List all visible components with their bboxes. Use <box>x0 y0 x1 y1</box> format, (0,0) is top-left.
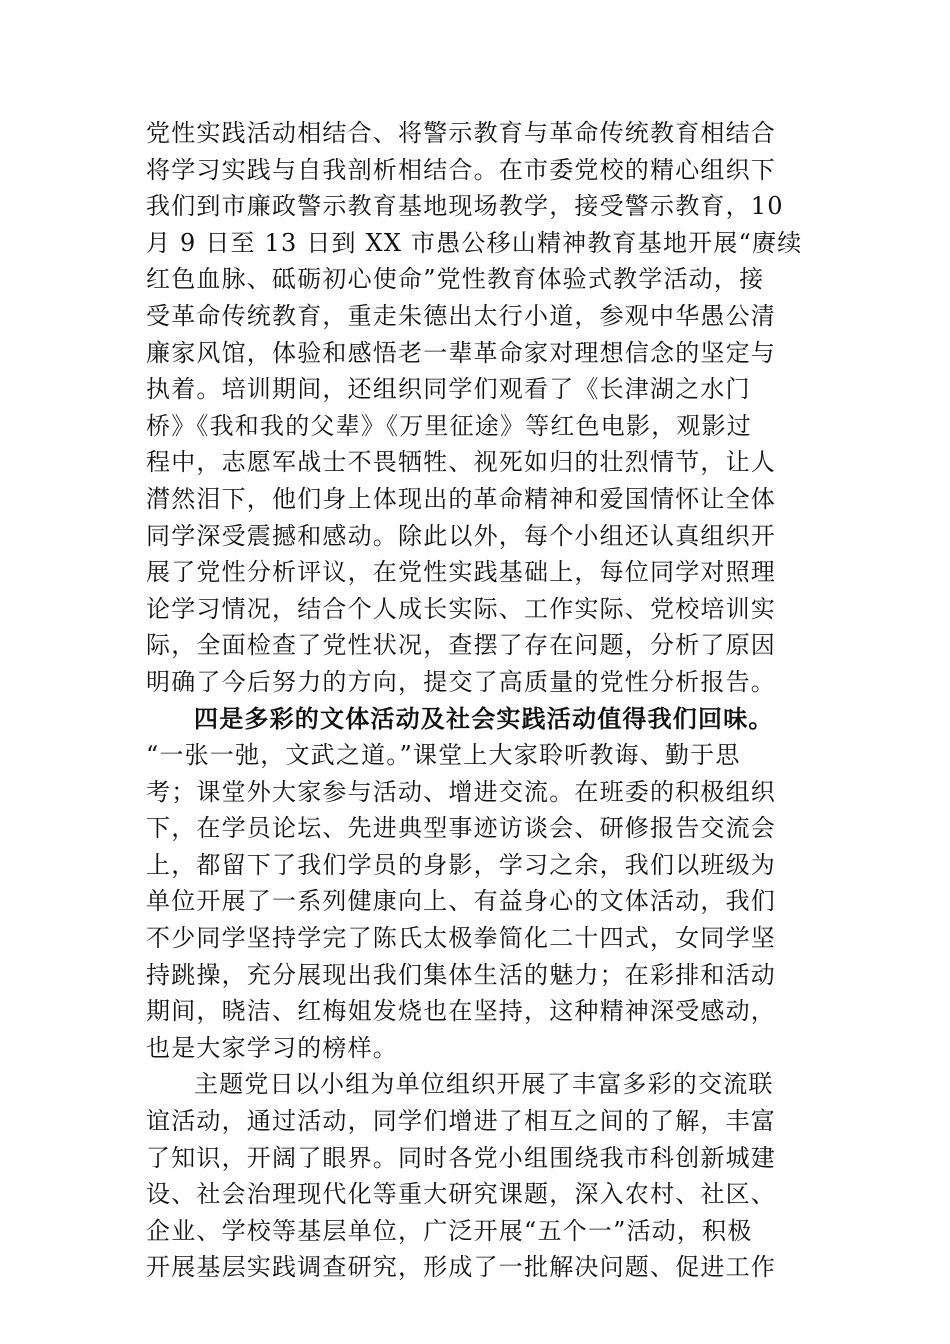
text-line: 程中，志愿军战士不畏牺牲、视死如归的壮烈情节，让人 <box>146 448 776 477</box>
text-line: 上，都留下了我们学员的身影，学习之余，我们以班级为 <box>146 850 776 879</box>
text-line: 不少同学坚持学完了陈氏太极拳简化二十四式，女同学坚 <box>146 924 776 953</box>
text-line: 考；课堂外大家参与活动、增进交流。在班委的积极组织 <box>146 777 776 806</box>
text-line: 我们到市廉政警示教育基地现场教学，接受警示教育，10 <box>146 192 784 221</box>
section-heading-line: 四是多彩的文体活动及社会实践活动值得我们回味。 <box>194 703 774 733</box>
text-line: 明确了今后努力的方向，提交了高质量的党性分析报告。 <box>146 667 776 696</box>
text-line: 开展基层实践调查研究，形成了一批解决问题、促进工作 <box>146 1253 776 1282</box>
text-line: 同学深受震撼和感动。除此以外，每个小组还认真组织开 <box>146 521 776 550</box>
document-body-text <box>146 115 814 1286</box>
text-line: 潸然泪下，他们身上体现出的革命精神和爱国情怀让全体 <box>146 484 776 513</box>
text-line: 受革命传统教育，重走朱德出太行小道，参观中华愚公清 <box>146 301 776 330</box>
text-line: 桥》《我和我的父辈》《万里征途》等红色电影，观影过 <box>146 411 752 440</box>
text-line: 执着。培训期间，还组织同学们观看了《长津湖之水门 <box>146 375 751 404</box>
text-line: 也是大家学习的榜样。 <box>146 1033 398 1062</box>
text-line: 单位开展了一系列健康向上、有益身心的文体活动，我们 <box>146 887 776 916</box>
text-line: 红色血脉、砥砺初心使命”党性教育体验式教学活动，接 <box>146 265 765 294</box>
text-line: 廉家风馆，体验和感悟老一辈革命家对理想信念的坚定与 <box>146 338 776 367</box>
text-line: 际，全面检查了党性状况，查摆了存在问题，分析了原因 <box>146 631 776 660</box>
text-line: 党性实践活动相结合、将警示教育与革命传统教育相结合 <box>146 119 776 147</box>
text-line: 主题党日以小组为单位组织开展了丰富多彩的交流联 <box>194 1070 774 1099</box>
text-line: 谊活动，通过活动，同学们增进了相互之间的了解，丰富 <box>146 1107 776 1136</box>
text-line: 期间，晓洁、红梅姐发烧也在坚持，这种精神深受感动， <box>146 997 776 1026</box>
text-line: 论学习情况，结合个人成长实际、工作实际、党校培训实 <box>146 594 776 623</box>
text-line: 了知识，开阔了眼界。同时各党小组围绕我市科创新城建 <box>146 1143 776 1172</box>
text-line: 持跳操，充分展现出我们集体生活的魅力；在彩排和活动 <box>146 960 776 989</box>
text-line: 展了党性分析评议，在党性实践基础上，每位同学对照理 <box>146 558 776 587</box>
text-line: 将学习实践与自我剖析相结合。在市委党校的精心组织下 <box>146 155 776 184</box>
text-line: 月 9 日至 13 日到 XX 市愚公移山精神教育基地开展“赓续 <box>146 228 803 257</box>
text-line: 企业、学校等基层单位，广泛开展“五个一”活动，积极 <box>146 1216 753 1245</box>
text-line: 设、社会治理现代化等重大研究课题，深入农村、社区、 <box>146 1180 776 1209</box>
text-line: 下，在学员论坛、先进典型事迹访谈会、研修报告交流会 <box>146 814 776 843</box>
text-line: “一张一弛，文武之道。”课堂上大家聆听教诲、勤于思 <box>146 741 741 770</box>
